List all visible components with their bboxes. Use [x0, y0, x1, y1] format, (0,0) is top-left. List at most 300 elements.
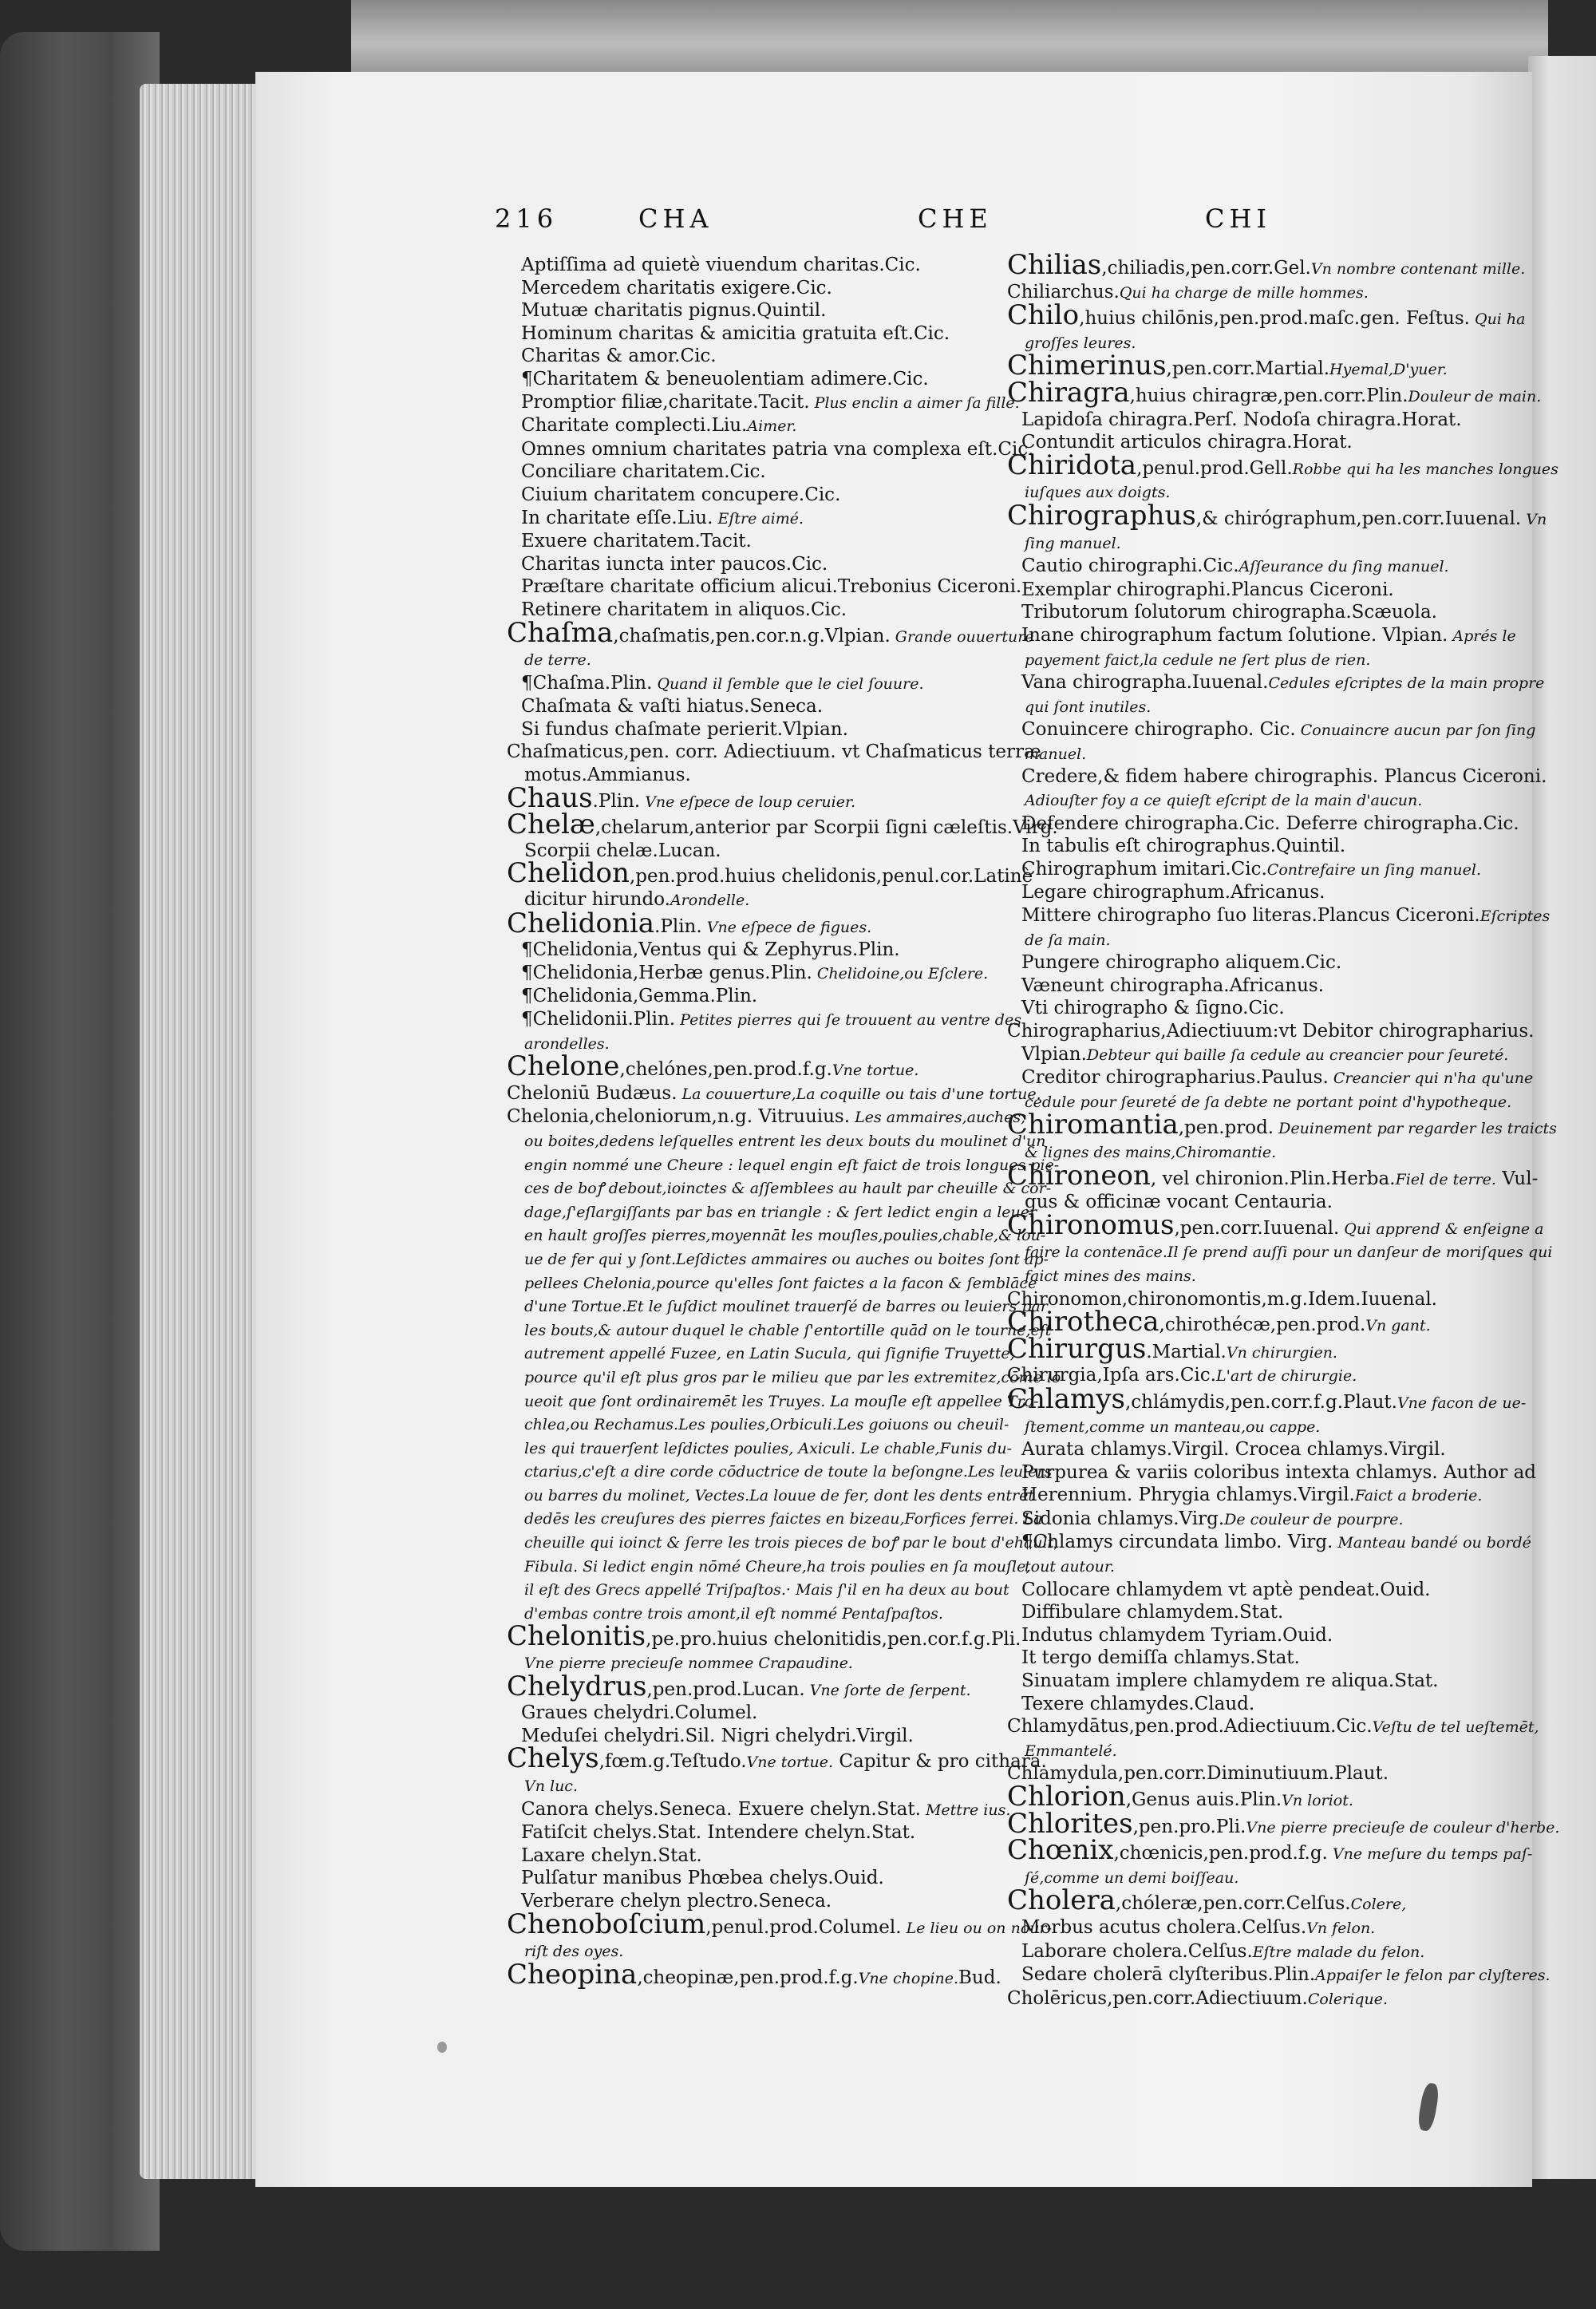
latin-text: Pungere chirographo aliquem.Cic.: [1021, 952, 1342, 974]
french-gloss: Debteur qui baille ſa cedule au creancier pour ſeureté.: [1086, 1046, 1509, 1064]
french-gloss: de ſa main.: [1025, 931, 1111, 949]
dictionary-line: [1007, 624, 1516, 648]
french-gloss: Faict a broderie.: [1354, 1487, 1483, 1505]
latin-text: ,chiliadis,pen.corr.Gel.: [1101, 258, 1311, 279]
latin-text: .Plin.: [592, 790, 641, 812]
latin-text: Hominum charitas & amicitia gratuita eſt.Cic.: [521, 322, 950, 344]
dictionary-line: [1007, 742, 1482, 766]
dictionary-line: [1007, 1555, 1482, 1579]
french-gloss: ſing manuel.: [1025, 534, 1121, 552]
latin-text: Aptiſſima ad quietè viuendum charitas.Cic.: [521, 255, 921, 275]
headword: Chironeon: [1007, 1159, 1151, 1192]
headword: Chelidon: [507, 857, 630, 890]
dictionary-line: [1007, 1601, 1482, 1624]
latin-text: Chlamydātus,pen.prod.Adiectiuum.Cic.: [1007, 1716, 1373, 1738]
dictionary-line: [1007, 789, 1482, 812]
french-gloss: Vne chopine.: [858, 1969, 959, 1987]
latin-text: Exemplar chirographi.Plancus Ciceroni.: [1021, 579, 1394, 600]
french-gloss: qui ſont inutiles.: [1025, 698, 1152, 716]
latin-text: Legare chirographum.Africanus.: [1021, 882, 1325, 903]
latin-text: Capitur & pro cithara.: [833, 1751, 1047, 1773]
dictionary-line: [1007, 299, 1526, 332]
french-gloss: Vne ſorte de ſerpent.: [804, 1681, 971, 1699]
latin-text: Indutus chlamydem Tyriam.Ouid.: [1021, 1624, 1333, 1646]
dictionary-line: [507, 1798, 1017, 1822]
headword: Chelæ: [507, 809, 595, 841]
headword: Chirotheca: [1007, 1306, 1159, 1338]
dictionary-line: [507, 277, 1017, 300]
headword: Chilias: [1007, 249, 1102, 281]
dictionary-line: [1007, 997, 1482, 1020]
latin-text: ,Genus auis.Plin.: [1125, 1789, 1282, 1810]
french-gloss: manuel.: [1025, 745, 1087, 763]
dictionary-line: [1007, 1531, 1531, 1555]
latin-text: Omnes omnium charitates patria vna complexa eſt.Cic.: [521, 438, 1034, 460]
french-gloss: cedule pour ſeureté de ſa debte ne portant point d'hypotheque.: [1025, 1093, 1512, 1111]
french-gloss: Vne eſpece de loup ceruier.: [640, 793, 856, 811]
headword: Chaſma: [507, 616, 614, 649]
french-gloss: Qui apprend & enſeigne a: [1339, 1220, 1544, 1238]
dictionary-line: [507, 553, 1017, 576]
french-gloss: Vne meſure du temps paſ-: [1327, 1845, 1533, 1864]
latin-text: Pulſatur manibus Phœbea chelys.Ouid.: [521, 1868, 884, 1889]
latin-text: ¶Chelidonia,Herbæ genus.Plin.: [521, 962, 812, 983]
dictionary-line: [1007, 601, 1482, 624]
french-gloss: dage,ſ'eſlargiſſants par bas en triangle : & ſert ledict engin a leuer: [524, 1203, 1037, 1221]
latin-text: Chaſmata & vaſti hiatus.Seneca.: [521, 696, 824, 718]
french-gloss: Conuaincre aucun par ſon ſing: [1295, 722, 1536, 740]
dictionary-line: [1007, 951, 1482, 975]
french-gloss: Vn chirurgien.: [1226, 1343, 1337, 1362]
dictionary-line: [507, 1413, 1017, 1437]
headword: Chœnix: [1007, 1834, 1114, 1867]
french-gloss: Appaiſer le felon par clyſteres.: [1315, 1967, 1551, 1985]
dictionary-line: [507, 391, 1020, 415]
dictionary-line: [1007, 1484, 1482, 1508]
dictionary-line: [507, 1105, 1026, 1129]
dictionary-line: [507, 1295, 1048, 1319]
latin-text: ¶Chelidonia,Gemma.Plin.: [521, 986, 758, 1007]
latin-text: motus.Ammianus.: [524, 765, 691, 786]
dictionary-line: [1007, 1438, 1482, 1461]
dictionary-line: [1007, 718, 1536, 742]
latin-text: ,chaſmatis,pen.cor.n.g.Vlpian.: [613, 625, 891, 646]
dictionary-line: [1007, 1332, 1482, 1365]
french-gloss: pellees Chelonia,pource qu'elles ſont faictes a la facon & ſemblāce: [524, 1274, 1037, 1292]
headword: Cholera: [1007, 1884, 1116, 1917]
dictionary-line: [507, 1319, 1052, 1342]
dictionary-line: [507, 322, 1017, 346]
latin-text: gus & officinæ vocant Centauria.: [1025, 1192, 1333, 1213]
latin-text: Laxare chelyn.Stat.: [521, 1844, 702, 1866]
dictionary-line: [1007, 812, 1519, 836]
latin-text: ,pen.prod.huius chelidonis,penul.cor.Latinè: [629, 866, 1033, 888]
dictionary-line: [1007, 449, 1558, 481]
latin-text: Sidonia chlamys.Virg.: [1021, 1508, 1225, 1529]
headword: Chelys: [507, 1742, 599, 1775]
dictionary-line: [1007, 1109, 1557, 1141]
latin-text: Creditor chirographarius.Paulus.: [1021, 1067, 1329, 1089]
french-gloss: Emmantelé.: [1025, 1742, 1117, 1760]
dictionary-line: [507, 345, 1017, 368]
dictionary-line: [507, 616, 1034, 649]
french-gloss: les qui trauerſent leſdictes poulies, Axiculi. Le chable,Funis du-: [524, 1439, 1012, 1457]
dictionary-line: [1007, 499, 1547, 532]
page-number: 216: [495, 204, 559, 234]
french-gloss: ces de boꝭ debout,ioinctes & aſſemblees au hault par cheuille & cor-: [524, 1180, 1052, 1198]
headword: Chirographus: [1007, 499, 1196, 532]
book-cover-top: [351, 0, 1548, 72]
dictionary-line: [1007, 1264, 1482, 1288]
dictionary-line: [1007, 1884, 1482, 1917]
french-gloss: faire la contenāce.Il ſe prend auſſi pour un danſeur de moriſques qui: [1025, 1243, 1553, 1262]
latin-text: ,pen.prod.: [1178, 1117, 1274, 1139]
latin-text: Morbus acutus cholera.Celſus.: [1021, 1916, 1307, 1938]
dictionary-line: [507, 530, 1017, 553]
french-gloss: Arondelle.: [670, 892, 750, 910]
dictionary-line: [507, 857, 1033, 890]
headword: Chlamys: [1007, 1382, 1125, 1415]
headword: Cheopina: [507, 1958, 638, 1991]
dictionary-line: [1007, 1916, 1482, 1940]
dictionary-line: [507, 648, 1017, 672]
facing-page-edge: [1528, 56, 1596, 2179]
dictionary-line: [507, 1670, 1017, 1702]
dictionary-line: [507, 1844, 1017, 1868]
latin-text: Meduſei chelydri.Sil. Nigri chelydri.Virgil.: [521, 1725, 914, 1746]
french-gloss: d'embas contre trois amont,il eſt nommé Pentaſpaſtos.: [524, 1604, 943, 1623]
dictionary-line: [507, 985, 1017, 1008]
french-gloss: payement faict,la cedule ne ſert plus de rien.: [1025, 650, 1371, 669]
latin-text: Texere chlamydes.Claud.: [1021, 1693, 1255, 1714]
dictionary-line: [1007, 1963, 1551, 1987]
headword: Chelone: [507, 1050, 620, 1083]
latin-text: Inane chirographum factum ſolutione. Vlpian.: [1021, 624, 1448, 646]
french-gloss: ſé,comme un demi boiſſeau.: [1025, 1868, 1239, 1887]
latin-text: ,& chirógraphum,pen.corr.Iuuenal.: [1195, 508, 1522, 529]
dictionary-line: [1007, 1624, 1482, 1647]
latin-text: Verberare chelyn plectro.Seneca.: [521, 1890, 832, 1912]
latin-text: ,pen.corr.Iuuenal.: [1174, 1217, 1340, 1239]
dictionary-line: [507, 1082, 1041, 1106]
latin-text: Fatiſcit chelys.Stat. Intendere chelyn.Stat.: [521, 1822, 916, 1844]
running-head-left: CHA: [638, 204, 713, 234]
headword: Chaus: [507, 781, 593, 814]
french-gloss: riſt des oyes.: [524, 1943, 624, 1961]
dictionary-line: [507, 1460, 1053, 1484]
french-gloss: La couuerture,La coquille ou tais d'une tortue.: [677, 1085, 1041, 1103]
dictionary-line: [507, 1008, 1021, 1032]
french-gloss: chlea,ou Rechamus.Les poulies,Orbiculi.Les goiuons ou cheuil-: [524, 1416, 1009, 1434]
latin-text: Mutuæ charitatis pignus.Quintil.: [521, 300, 827, 322]
dictionary-line: [507, 1153, 1060, 1177]
french-gloss: les bouts,& autour duquel le chable ſ'entortille quād on le tourne,eſt: [524, 1321, 1052, 1339]
dictionary-line: [1007, 555, 1482, 579]
latin-text: Cautio chirographi.Cic.: [1021, 556, 1239, 577]
latin-text: ¶Charitatem & beneuolentiam adimere.Cic.: [521, 368, 929, 389]
french-gloss: Chelidoine,ou Eſclere.: [812, 964, 989, 983]
french-gloss: Creancier qui n'ha qu'une: [1328, 1069, 1534, 1088]
french-gloss: Vn luc.: [524, 1777, 578, 1795]
latin-text: ,chlámydis,pen.corr.f.g.Plaut.: [1124, 1391, 1397, 1413]
french-gloss: Colerique.: [1307, 1990, 1389, 2008]
french-gloss: Aimer.: [747, 417, 797, 436]
french-gloss: Vne eſpece de figues.: [701, 918, 872, 936]
latin-text: Aurata chlamys.Virgil. Crocea chlamys.Virgil.: [1021, 1439, 1446, 1461]
dictionary-line: [1007, 904, 1551, 928]
latin-text: ,fœm.g.Teſtudo.: [598, 1751, 747, 1773]
french-gloss: Robbe qui ha les manches longues: [1292, 460, 1558, 478]
dictionary-line: [507, 1774, 1017, 1798]
french-gloss: Mettre ius.: [920, 1801, 1011, 1819]
latin-text: Chlamydula,pen.corr.Diminutiuum.Plaut.: [1007, 1763, 1389, 1785]
dictionary-line: [507, 1555, 1031, 1579]
latin-text: Cheloniū Budæus.: [507, 1082, 678, 1104]
dictionary-line: [507, 1484, 1035, 1508]
latin-text: ,penul.prod.Gell.: [1136, 457, 1293, 479]
french-gloss: Vne pierre precieuſe nommee Crapaudine.: [524, 1655, 853, 1673]
latin-text: ,pen.corr.Martial.: [1166, 358, 1330, 380]
dictionary-line: [1007, 1693, 1482, 1716]
dictionary-line: [1007, 881, 1482, 904]
french-gloss: Deuinement par regarder les traicts: [1274, 1120, 1557, 1138]
french-gloss: Douleur de main.: [1408, 387, 1542, 405]
latin-text: ,huius chiragræ,pen.corr.Plin.: [1129, 385, 1408, 406]
french-gloss: ou barres du molinet, Vectes.La louue de fer, dont les dents entrēt: [524, 1486, 1035, 1504]
latin-text: Collocare chlamydem vt aptè pendeat.Ouid.: [1021, 1579, 1431, 1600]
french-gloss: arondelles.: [524, 1034, 610, 1053]
dictionary-line: [507, 1531, 1059, 1555]
dictionary-line: [1007, 1670, 1482, 1693]
latin-text: In charitate eſſe.Liu.: [521, 507, 713, 528]
french-gloss: Colere,: [1350, 1896, 1407, 1914]
latin-text: Mittere chirographo ſuo literas.Plancus Ciceroni.: [1021, 905, 1480, 927]
headword: Chirurgus: [1007, 1332, 1147, 1365]
french-gloss: cheuille qui ioinct & ſerre les trois pieces de boꝭ par le bout d'ehault,: [524, 1534, 1059, 1552]
latin-text: Laborare cholera.Celſus.: [1021, 1940, 1253, 1962]
latin-text: Vana chirographa.Iuuenal.: [1021, 672, 1269, 694]
dictionary-line: [507, 1271, 1037, 1295]
french-gloss: engin nommé une Cheure : lequel engin eſt faict de trois longues pie-: [524, 1156, 1060, 1174]
french-gloss: Manteau bandé ou bordé: [1333, 1534, 1531, 1552]
latin-text: ,huius chilōnis,pen.prod.maſc.gen. Feſtus.: [1079, 308, 1470, 330]
dictionary-line: [1007, 1579, 1482, 1602]
dictionary-line: [507, 575, 1022, 599]
french-gloss: ue de fer qui y ſont.Leſdictes ammaires ou auches ou boites ſont ap-: [524, 1250, 1049, 1268]
dictionary-line: [507, 1821, 1017, 1844]
latin-text: Scorpii chelæ.Lucan.: [524, 840, 721, 861]
french-gloss: Vn nombre contenant mille.: [1310, 260, 1526, 278]
latin-text: Conciliare charitatem.Cic.: [521, 461, 766, 483]
latin-text: It tergo demiſſa chlamys.Stat.: [1021, 1647, 1300, 1669]
dictionary-line: [507, 809, 1058, 841]
latin-text: Ciuium charitatem concupere.Cic.: [521, 484, 841, 505]
dictionary-line: [507, 507, 1017, 531]
dictionary-line: [507, 718, 1017, 741]
french-gloss: pource qu'il eſt plus gros par le milieu que par les extremitez,cōme lō: [524, 1368, 1061, 1386]
latin-text: Charitas & amor.Cic.: [521, 346, 717, 367]
latin-text: Præſtare charitate officium alicui.Trebonius Ciceroni.: [521, 576, 1022, 598]
dictionary-line: [507, 1507, 1043, 1531]
dictionary-line: [507, 1200, 1037, 1224]
dictionary-line: [507, 484, 1017, 507]
french-gloss: Qui ha charge de mille hommes.: [1119, 283, 1369, 302]
dictionary-line: [1007, 249, 1526, 281]
dictionary-line: [1007, 975, 1482, 998]
latin-text: Mercedem charitatis exigere.Cic.: [521, 277, 832, 299]
dictionary-line: [1007, 1508, 1482, 1532]
dictionary-line: [507, 962, 1017, 986]
latin-text: Exuere charitatem.Tacit.: [521, 531, 752, 552]
dictionary-line: [1007, 671, 1545, 695]
latin-text: ,pen.pro.Pli.: [1132, 1816, 1246, 1837]
latin-text: Chirurgia,Ipſa ars.Cic.: [1007, 1365, 1216, 1386]
dictionary-line: [1007, 532, 1482, 556]
headword: Chelydrus: [507, 1670, 647, 1702]
french-gloss: De couleur de pourpre.: [1224, 1510, 1404, 1528]
dictionary-line: [1007, 1739, 1482, 1763]
dictionary-line: [507, 741, 1041, 764]
dictionary-line: [1007, 1647, 1482, 1670]
latin-text: Promptior filiæ,charitate.Tacit.: [521, 391, 810, 413]
latin-text: Chaſmaticus,pen. corr. Adiectiuum. vt Chaſmaticus terræ: [507, 741, 1041, 763]
french-gloss: faict mines des mains.: [1025, 1267, 1196, 1285]
dictionary-line: [507, 1578, 1017, 1602]
latin-text: Bud.: [958, 1967, 1001, 1988]
latin-text: Retinere charitatem in aliquos.Cic.: [521, 599, 847, 620]
dictionary-line: [507, 254, 1017, 277]
french-gloss: Adiouſter foy a ce quieſt eſcript de la main d'aucun.: [1025, 792, 1423, 810]
dictionary-line: [507, 1867, 1017, 1890]
latin-text: Diffibulare chlamydem.Stat.: [1021, 1602, 1284, 1623]
french-gloss: dedēs les creuſures des pierres faictes en bizeau,Forfices ferrei. La: [524, 1510, 1043, 1528]
latin-text: Sinuatam implere chlamydem re aliqua.Stat.: [1021, 1670, 1439, 1692]
latin-text: Si fundus chaſmate perierit.Vlpian.: [521, 718, 848, 740]
latin-text: .Martial.: [1146, 1341, 1227, 1362]
headword: Chiromantia: [1007, 1109, 1179, 1141]
latin-text: Charitate complecti.Liu.: [521, 415, 748, 437]
latin-text: Charitas iuncta inter paucos.Cic.: [521, 553, 828, 575]
dictionary-line: [507, 695, 1017, 718]
running-head-middle: CHE: [918, 204, 993, 234]
latin-text: Chiliarchus.: [1007, 281, 1120, 302]
dictionary-line: [507, 414, 1017, 438]
french-gloss: iuſques aux doigts.: [1025, 484, 1171, 502]
latin-text: Credere,& fidem habere chirographis. Plancus Ciceroni.: [1021, 766, 1547, 788]
dictionary-line: [1007, 1382, 1527, 1415]
latin-text: ,chóleræ,pen.corr.Celſus.: [1115, 1893, 1351, 1915]
book-cover-left: [0, 32, 160, 2251]
latin-text: ,chœnicis,pen.prod.f.g.: [1113, 1843, 1328, 1864]
latin-text: Vlpian.: [1021, 1043, 1087, 1065]
latin-text: Chelonia,cheloniorum,n.g. Vitruuius.: [507, 1106, 851, 1128]
latin-text: Contundit articulos chiragra.Horat.: [1021, 432, 1353, 453]
latin-text: ,pen.prod.Lucan.: [646, 1678, 805, 1700]
dictionary-line: [1007, 1715, 1539, 1739]
headword: Chiridota: [1007, 449, 1137, 481]
latin-text: Graues chelydri.Columel.: [521, 1702, 758, 1724]
french-gloss: Fibula. Si ledict engin nōmé Cheure,ha trois poulies en ſa mouſle,: [524, 1557, 1031, 1576]
dictionary-line: [1007, 1834, 1533, 1867]
latin-text: ,cheopinæ,pen.prod.f.g.: [637, 1967, 859, 1988]
latin-text: Herennium. Phrygia chlamys.Virgil.: [1021, 1485, 1355, 1506]
page-blemish: [437, 2042, 447, 2053]
latin-text: Purpurea & variis coloribus intexta chlamys. Author ad: [1021, 1461, 1537, 1483]
french-gloss: Vne pierre precieuſe de couleur d'herbe.: [1246, 1818, 1560, 1837]
dictionary-line: [507, 368, 1017, 391]
dictionary-line: [507, 1247, 1049, 1271]
latin-text: Sedare cholerā clyſteribus.Plin.: [1021, 1964, 1316, 1986]
latin-text: Chirographum imitari.Cic.: [1021, 858, 1267, 880]
dictionary-line: [1007, 376, 1542, 409]
dictionary-line: [507, 939, 1017, 962]
dictionary-line: [1007, 1415, 1482, 1439]
dictionary-line: [507, 907, 1017, 939]
french-gloss: autrement appellé Fuzee, en Latin Sucula, qui ſignifie Truyette,: [524, 1345, 1015, 1363]
latin-text: Lapidoſa chiragra.Perſ. Nodoſa chiragra.Horat.: [1021, 409, 1462, 430]
french-gloss: Eſcriptes: [1479, 907, 1551, 926]
headword: Chiragra: [1007, 376, 1130, 409]
latin-text: Cholēricus,pen.corr.Adiectiuum.: [1007, 1987, 1308, 2009]
latin-text: ,pe.pro.huius chelonitidis,pen.cor.f.g.Pli.: [646, 1629, 1021, 1651]
french-gloss: Vne tortue.: [832, 1062, 919, 1080]
dictionary-line: [1007, 579, 1482, 602]
latin-text: Vul-: [1495, 1168, 1539, 1189]
dictionary-line: [507, 1958, 1017, 1991]
french-gloss: Petites pierres qui ſe trouuent au ventre des: [675, 1011, 1021, 1029]
dictionary-line: [1007, 928, 1482, 952]
latin-text: ,chirothécæ,pen.prod.: [1159, 1315, 1366, 1336]
headword: Chelidonia: [507, 907, 655, 939]
french-gloss: Eſtre aimé.: [713, 509, 804, 528]
french-gloss: L'art de chirurgie.: [1215, 1367, 1357, 1386]
dictionary-line: [1007, 1066, 1534, 1090]
headword: Chlorites: [1007, 1807, 1133, 1840]
french-gloss: Vn felon.: [1306, 1919, 1376, 1937]
french-gloss: Vne facon de ue-: [1396, 1394, 1527, 1412]
french-gloss: Vn loriot.: [1282, 1792, 1353, 1809]
latin-text: Tributorum ſolutorum chirographa.Scæuola.: [1021, 602, 1437, 623]
dictionary-line: [1007, 648, 1482, 672]
dictionary-line: [507, 1366, 1061, 1390]
french-gloss: Vn: [1521, 510, 1547, 528]
latin-text: ¶Chlamys circundata limbo. Virg.: [1021, 1532, 1333, 1553]
headword: Chenoboſcium: [507, 1908, 706, 1940]
dictionary-line: [507, 1129, 1046, 1153]
dictionary-line: [507, 299, 1017, 322]
dictionary-line: [1007, 765, 1547, 789]
french-gloss: Eſtre malade du felon.: [1252, 1943, 1425, 1961]
headword: Chelonitis: [507, 1620, 646, 1653]
french-gloss: Vne tortue.: [746, 1753, 834, 1772]
dictionary-line: [507, 1050, 1017, 1083]
french-gloss: tout autour.: [1025, 1558, 1115, 1576]
french-gloss: Aprés le: [1448, 627, 1516, 645]
dictionary-line: [507, 1908, 1052, 1940]
latin-text: ¶Chaſma.Plin.: [521, 672, 653, 694]
dictionary-line: [1007, 1208, 1544, 1241]
latin-text: Vti chirographo & ſigno.Cic.: [1021, 998, 1285, 1019]
french-gloss: Plus enclin a aimer ſa fille.: [809, 393, 1020, 412]
french-gloss: Aſſeurance du ſing manuel.: [1238, 558, 1449, 576]
dictionary-line: [1007, 1987, 1482, 2011]
french-gloss: ctarius,c'eſt a dire corde cōductrice de toute la beſongne.Les leuiers: [524, 1463, 1053, 1481]
french-gloss: ſtement,comme un manteau,ou cappe.: [1025, 1417, 1321, 1436]
dictionary-line: [507, 1390, 1039, 1413]
latin-text: ,chelarum,anterior par Scorpii ſigni cæleſtis.Virg.: [595, 817, 1058, 839]
french-gloss: de terre.: [524, 651, 591, 670]
french-gloss: Les ammaires,auches,: [850, 1109, 1026, 1127]
